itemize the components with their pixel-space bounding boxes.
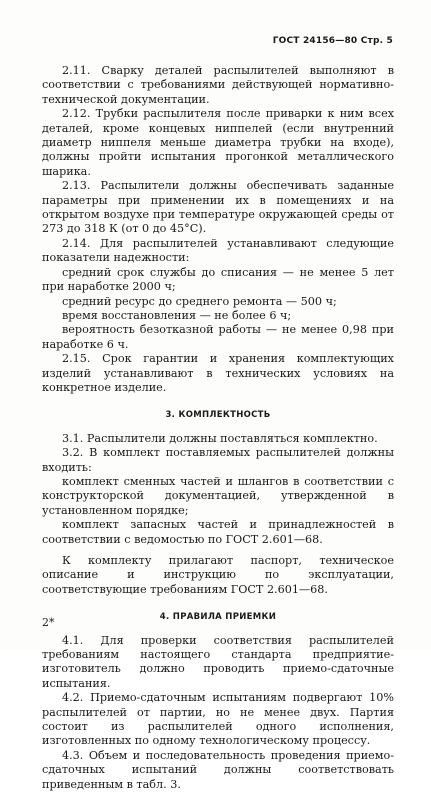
clause-2-12: 2.12. Трубки распылителя после приварки к ним всех деталей, кроме концевых ниппелей (если внутренний диаметр ниппеля меньше диаметра трубки на входе), должны пройти испытания прогонкой металлического шарика. xyxy=(42,107,394,178)
clause-3-2: 3.2. В комплект поставляемых распылителей должны входить: xyxy=(42,446,394,474)
signature-mark: 2* xyxy=(42,616,55,629)
running-head: ГОСТ 24156—80 Стр. 5 xyxy=(272,36,393,46)
clause-2-15: 2.15. Срок гарантии и хранения комплектующих изделий устанавливают в технических условиях на конкретное изделие. xyxy=(42,352,394,394)
clause-4-2: 4.2. Приемо-сдаточным испытаниям подвергают 10% распылителей от партии, но не менее двух. Партия состоит из распылителей одного исполнения, изготовленных по одному технологическому процессу. xyxy=(42,691,394,748)
clause-4-3: 4.3. Объем и последовательность проведения приемо-сдаточных испытаний должны соответствовать приведенным в табл. 3. xyxy=(42,748,394,791)
clause-2-14: 2.14. Для распылителей устанавливают следующие показатели надежности: xyxy=(42,236,394,265)
reliability-item: вероятность безотказной работы — не менее 0,98 при наработке 6 ч. xyxy=(42,323,394,351)
section-heading-completeness: 3. КОМПЛЕКТНОСТЬ xyxy=(165,410,271,421)
kit-item: комплект сменных частей и шлангов в соответствии с конструкторской документацией, утвержденной в установленном порядке; xyxy=(42,474,394,517)
reliability-item: средний ресурс до среднего ремонта — 500 ч; xyxy=(62,294,337,308)
clause-4-1: 4.1. Для проверки соответствия распылителей требованиям настоящего стандарта предприятие-изготовитель должно проводить приемо-сдаточные испытания. xyxy=(42,633,394,690)
reliability-item: время восстановления — не более 6 ч; xyxy=(62,308,292,322)
kit-item: комплект запасных частей и принадлежностей в соответствии с ведомостью по ГОСТ 2.601—68. xyxy=(42,518,394,546)
page-body xyxy=(42,64,394,792)
kit-documents: К комплекту прилагают паспорт, техническое описание и инструкцию по эксплуатации, соответствующие требованиям ГОСТ 2.601—68. xyxy=(42,554,394,596)
reliability-item: средний срок службы до списания — не менее 5 лет при наработке 2000 ч; xyxy=(42,265,394,294)
clause-3-1: 3.1. Распылители должны поставляться комплектно. xyxy=(62,431,378,445)
clause-2-11: 2.11. Сварку деталей распылителей выполняют в соответствии с требованиями действующей нормативно-технической документации. xyxy=(42,64,394,106)
clause-2-13: 2.13. Распылители должны обеспечивать заданные параметры при применении их в помещениях и на открытом воздухе при температуре окружающей среды от 273 до 318 К (от 0 до 45°С). xyxy=(42,179,394,236)
section-heading-acceptance: 4. ПРАВИЛА ПРИЕМКИ xyxy=(159,612,277,623)
